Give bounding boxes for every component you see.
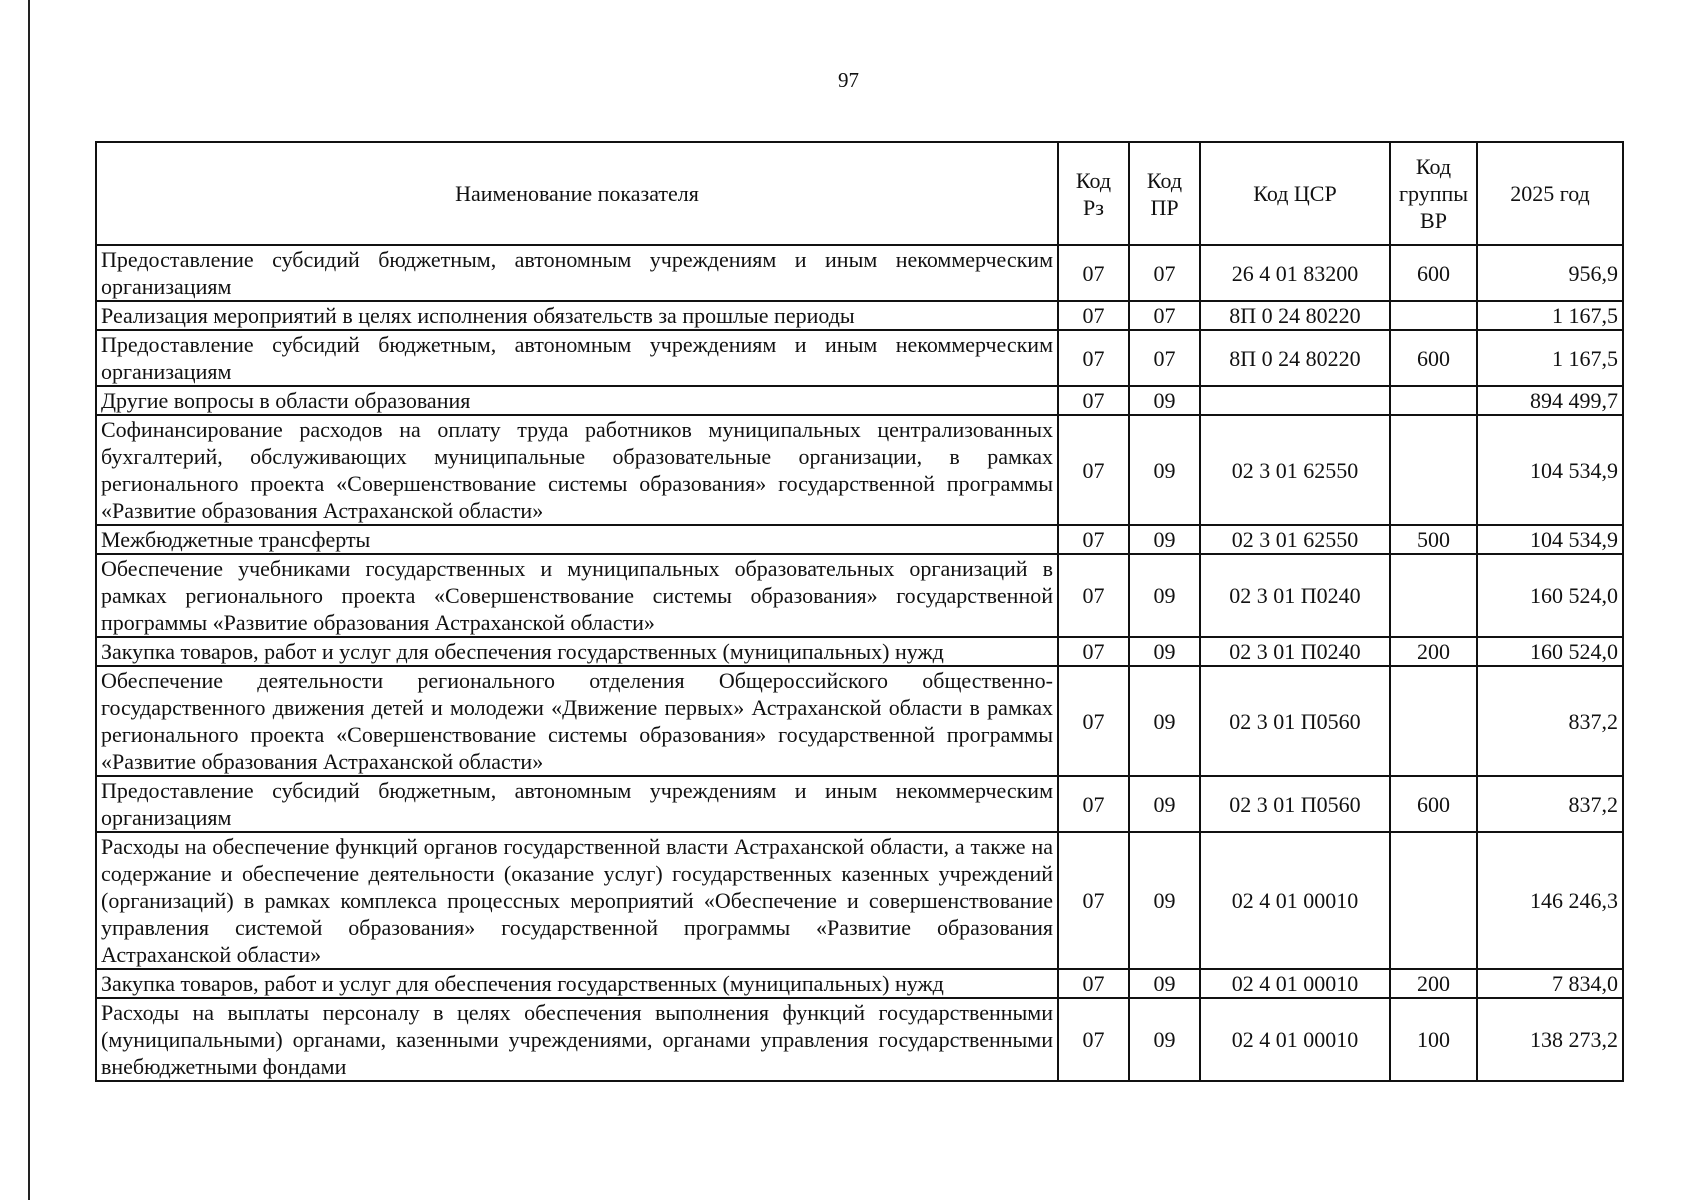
header-rz: Код Рз (1058, 142, 1129, 245)
row-rz: 07 (1058, 415, 1129, 525)
header-name: Наименование показателя (96, 142, 1058, 245)
row-name: Предоставление субсидий бюджетным, автономным учреждениям и иным некоммерческим организациям (96, 245, 1058, 301)
header-vr: Код группы ВР (1390, 142, 1477, 245)
header-year: 2025 год (1477, 142, 1623, 245)
row-vr (1390, 301, 1477, 330)
row-pr: 09 (1129, 637, 1200, 666)
row-vr (1390, 415, 1477, 525)
row-csr: 02 3 01 П0240 (1200, 637, 1390, 666)
row-name: Обеспечение учебниками государственных и муниципальных образовательных организаций в рамках регионального проекта «Совершенствование системы образования» государственной программы «Развитие образования Астраханской области» (96, 554, 1058, 637)
table-row (96, 245, 1623, 301)
row-pr: 09 (1129, 969, 1200, 998)
row-pr: 07 (1129, 301, 1200, 330)
row-name: Расходы на обеспечение функций органов государственной власти Астраханской области, а также на содержание и обеспечение деятельности (оказание услуг) государственных казенных учреждений (организаций) в рамках комплекса процессных мероприятий «Обеспечение и совершенствование управления системой образования» государственной программы «Развитие образования Астраханской области» (96, 832, 1058, 969)
header-pr: Код ПР (1129, 142, 1200, 245)
row-csr: 8П 0 24 80220 (1200, 301, 1390, 330)
row-vr (1390, 666, 1477, 776)
row-name: Предоставление субсидий бюджетным, автономным учреждениям и иным некоммерческим организациям (96, 776, 1058, 832)
row-rz: 07 (1058, 245, 1129, 301)
row-csr: 02 3 01 П0240 (1200, 554, 1390, 637)
row-pr: 09 (1129, 998, 1200, 1081)
row-amount: 160 524,0 (1477, 554, 1623, 637)
row-pr: 09 (1129, 386, 1200, 415)
row-rz: 07 (1058, 386, 1129, 415)
table-row (96, 554, 1623, 637)
row-amount: 104 534,9 (1477, 525, 1623, 554)
row-csr: 8П 0 24 80220 (1200, 330, 1390, 386)
table-row (96, 832, 1623, 969)
row-name: Обеспечение деятельности регионального отделения Общероссийского общественно-государственного движения детей и молодежи «Движение первых» Астраханской области в рамках регионального проекта «Совершенствование системы образования» государственной программы «Развитие образования Астраханской области» (96, 666, 1058, 776)
row-name: Расходы на выплаты персоналу в целях обеспечения выполнения функций государственными (муниципальными) органами, казенными учреждениями, органами управления государственными внебюджетными фондами (96, 998, 1058, 1081)
row-rz: 07 (1058, 637, 1129, 666)
row-vr (1390, 386, 1477, 415)
row-pr: 09 (1129, 554, 1200, 637)
table-row (96, 666, 1623, 776)
row-rz: 07 (1058, 832, 1129, 969)
row-amount: 837,2 (1477, 666, 1623, 776)
row-amount: 104 534,9 (1477, 415, 1623, 525)
row-amount: 1 167,5 (1477, 330, 1623, 386)
row-vr: 600 (1390, 776, 1477, 832)
row-csr: 02 3 01 П0560 (1200, 776, 1390, 832)
row-vr: 100 (1390, 998, 1477, 1081)
row-rz: 07 (1058, 301, 1129, 330)
row-vr: 200 (1390, 969, 1477, 998)
row-rz: 07 (1058, 998, 1129, 1081)
row-pr: 09 (1129, 776, 1200, 832)
row-pr: 09 (1129, 415, 1200, 525)
table-row (96, 998, 1623, 1081)
page-number: 97 (838, 68, 859, 92)
row-pr: 09 (1129, 666, 1200, 776)
row-rz: 07 (1058, 554, 1129, 637)
row-csr: 02 3 01 62550 (1200, 415, 1390, 525)
row-pr: 09 (1129, 525, 1200, 554)
row-amount: 7 834,0 (1477, 969, 1623, 998)
table-row (96, 415, 1623, 525)
table-row (96, 776, 1623, 832)
row-rz: 07 (1058, 666, 1129, 776)
row-csr: 02 3 01 П0560 (1200, 666, 1390, 776)
row-vr (1390, 832, 1477, 969)
row-amount: 956,9 (1477, 245, 1623, 301)
row-name: Реализация мероприятий в целях исполнения обязательств за прошлые периоды (96, 301, 1058, 330)
row-csr: 02 4 01 00010 (1200, 998, 1390, 1081)
budget-table (95, 141, 1624, 1082)
row-amount: 894 499,7 (1477, 386, 1623, 415)
row-rz: 07 (1058, 330, 1129, 386)
row-pr: 09 (1129, 832, 1200, 969)
binding-edge-line (28, 0, 30, 1200)
row-amount: 837,2 (1477, 776, 1623, 832)
row-rz: 07 (1058, 776, 1129, 832)
row-rz: 07 (1058, 969, 1129, 998)
row-name: Межбюджетные трансферты (96, 525, 1058, 554)
row-amount: 138 273,2 (1477, 998, 1623, 1081)
row-csr: 26 4 01 83200 (1200, 245, 1390, 301)
table-row (96, 969, 1623, 998)
row-vr: 200 (1390, 637, 1477, 666)
row-amount: 160 524,0 (1477, 637, 1623, 666)
row-vr (1390, 554, 1477, 637)
row-amount: 146 246,3 (1477, 832, 1623, 969)
row-csr: 02 4 01 00010 (1200, 832, 1390, 969)
row-pr: 07 (1129, 330, 1200, 386)
row-csr: 02 3 01 62550 (1200, 525, 1390, 554)
row-csr: 02 4 01 00010 (1200, 969, 1390, 998)
row-amount: 1 167,5 (1477, 301, 1623, 330)
row-name: Закупка товаров, работ и услуг для обеспечения государственных (муниципальных) нужд (96, 637, 1058, 666)
row-pr: 07 (1129, 245, 1200, 301)
row-csr (1200, 386, 1390, 415)
row-vr: 600 (1390, 330, 1477, 386)
row-vr: 500 (1390, 525, 1477, 554)
row-name: Софинансирование расходов на оплату труда работников муниципальных централизованных бухгалтерий, обслуживающих муниципальные образовательные организации, в рамках регионального проекта «Совершенствование системы образования» государственной программы «Развитие образования Астраханской области» (96, 415, 1058, 525)
table-row (96, 301, 1623, 330)
row-name: Закупка товаров, работ и услуг для обеспечения государственных (муниципальных) нужд (96, 969, 1058, 998)
row-name: Предоставление субсидий бюджетным, автономным учреждениям и иным некоммерческим организациям (96, 330, 1058, 386)
row-vr: 600 (1390, 245, 1477, 301)
header-csr: Код ЦСР (1200, 142, 1390, 245)
table-header-row (96, 142, 1623, 245)
table-row (96, 330, 1623, 386)
table-row (96, 525, 1623, 554)
table-row (96, 386, 1623, 415)
row-rz: 07 (1058, 525, 1129, 554)
table-row (96, 637, 1623, 666)
row-name: Другие вопросы в области образования (96, 386, 1058, 415)
